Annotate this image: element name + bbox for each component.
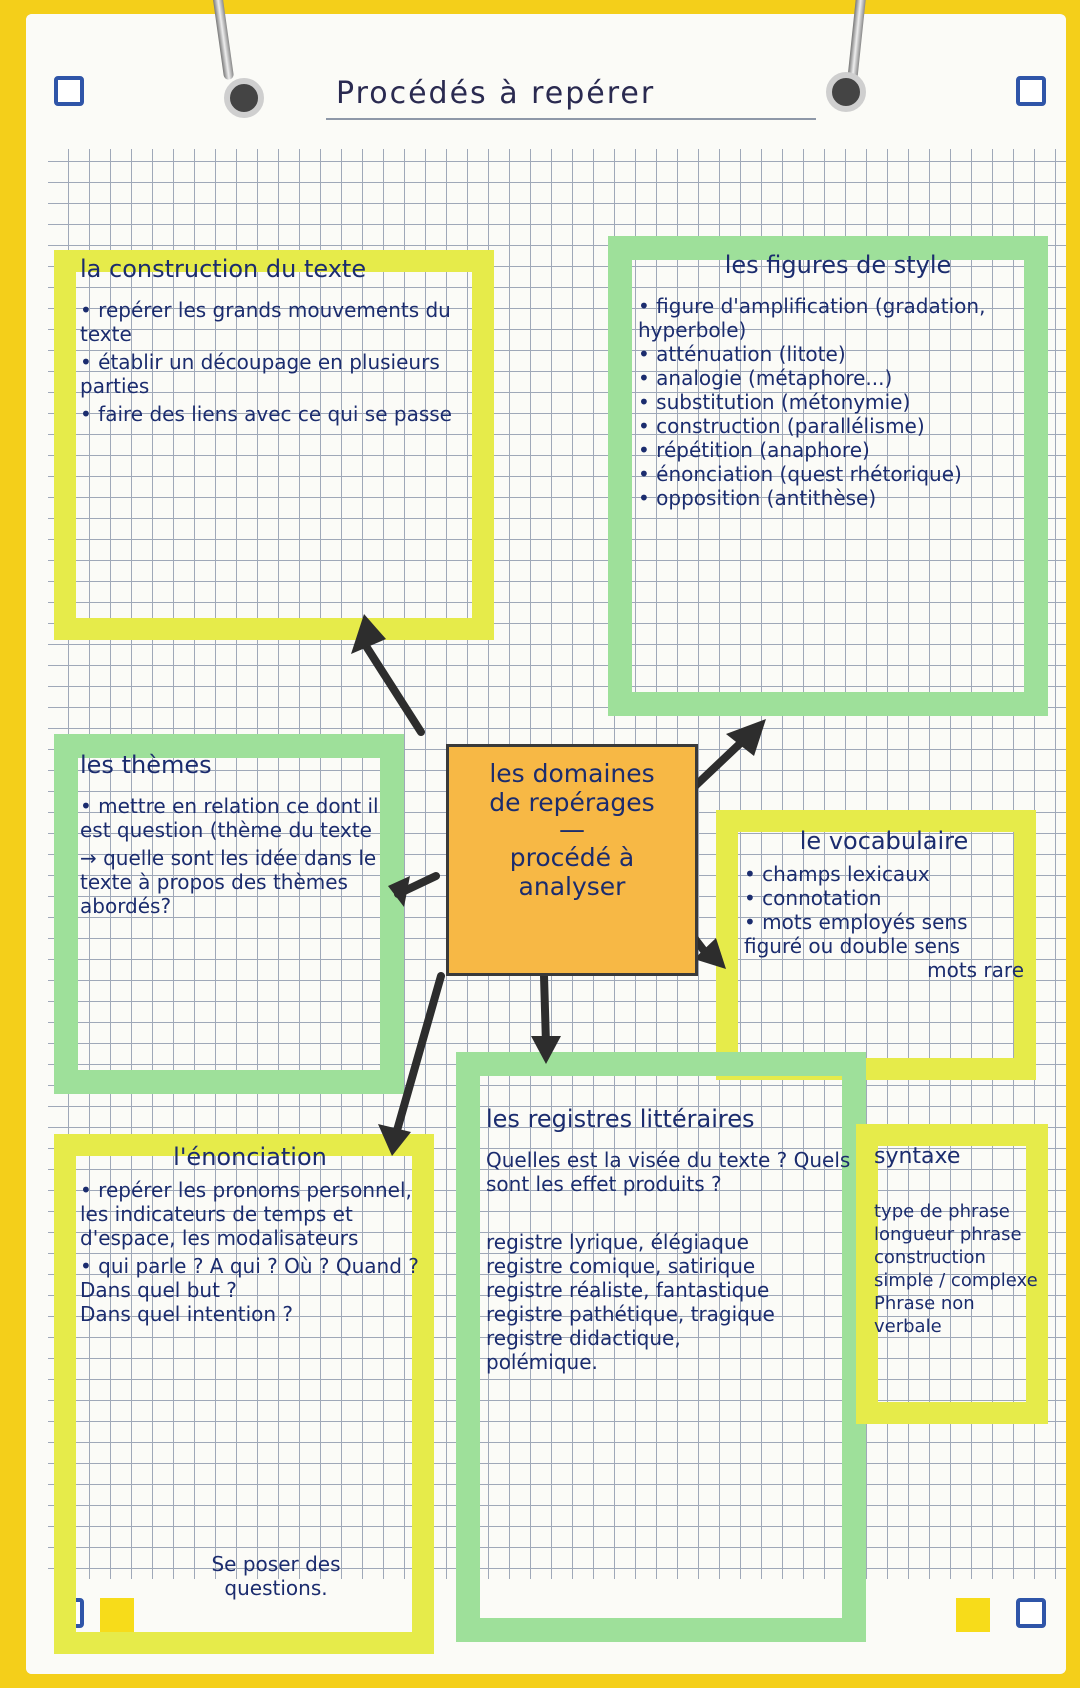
registres-item: registre didactique,	[486, 1326, 681, 1350]
syntaxe-item: Phrase non verbale	[874, 1293, 975, 1337]
enonciation-item: Dans quel but ?	[80, 1278, 237, 1302]
vocabulaire-heading: le vocabulaire	[799, 827, 969, 855]
enonciation-section	[80, 1142, 420, 1326]
enonciation-item: • repérer les pronoms personnel, les indicateurs de temps et d'espace, les modalisateurs	[80, 1178, 412, 1250]
themes-section	[80, 750, 380, 918]
vocabulaire-item: • champs lexicaux	[744, 862, 930, 886]
figures-item: • substitution (métonymie)	[638, 390, 911, 414]
themes-heading: les thèmes	[80, 751, 212, 779]
construction-item: • faire des liens avec ce qui se passe	[80, 402, 452, 426]
figures-item: • opposition (antithèse)	[638, 486, 877, 510]
figures-heading: les figures de style	[724, 251, 952, 279]
registres-heading: les registres littéraires	[486, 1105, 755, 1133]
vocabulaire-item: • mots employés sens figuré ou double sens	[744, 910, 968, 958]
syntaxe-section	[874, 1142, 1044, 1338]
registres-item: registre réaliste, fantastique	[486, 1278, 770, 1302]
figures-item: • atténuation (litote)	[638, 342, 846, 366]
notebook-page	[26, 14, 1066, 1674]
arrow-to-enonciation	[396, 976, 441, 1134]
syntaxe-heading: syntaxe	[874, 1144, 961, 1169]
syntaxe-item: construction simple / complexe	[874, 1247, 1038, 1291]
page-title: Procédés à repérer	[336, 76, 656, 111]
construction-item: • établir un découpage en plusieurs parties	[80, 350, 440, 398]
vocabulaire-section	[744, 826, 1024, 982]
center-line-3: procédé à	[509, 843, 635, 872]
registres-item: registre lyrique, élégiaque	[486, 1230, 749, 1254]
syntaxe-item: type de phrase	[874, 1201, 1010, 1222]
center-line-2: de repérages	[489, 788, 655, 817]
enonciation-heading: l'énonciation	[173, 1143, 327, 1171]
figures-section	[638, 250, 1038, 510]
themes-item: • mettre en relation ce dont il est question (thème du texte	[80, 794, 379, 842]
figures-item: • énonciation (quest rhétorique)	[638, 462, 962, 486]
arrow-to-construction	[366, 646, 421, 732]
syntaxe-item: longueur phrase	[874, 1224, 1022, 1245]
figures-item: • construction (parallélisme)	[638, 414, 925, 438]
registres-item: registre comique, satirique	[486, 1254, 756, 1278]
registres-section	[486, 1104, 856, 1374]
binder-hole-right	[826, 72, 866, 112]
center-dash: —	[559, 815, 585, 845]
enonciation-item: • qui parle ? A qui ? Où ? Quand ?	[80, 1254, 419, 1278]
vocabulaire-item: mots rare	[927, 958, 1024, 982]
registres-question: Quelles est la visée du texte ? Quels sont les effet produits ?	[486, 1148, 851, 1196]
center-topic-box	[446, 744, 698, 976]
registres-item: registre pathétique, tragique	[486, 1302, 775, 1326]
enonciation-item: Dans quel intention ?	[80, 1302, 294, 1326]
binder-hole-left	[224, 78, 264, 118]
center-line-4: analyser	[518, 872, 626, 901]
vocabulaire-item: • connotation	[744, 886, 882, 910]
construction-section	[80, 254, 460, 426]
figures-item: • répétition (anaphore)	[638, 438, 870, 462]
arrow-to-registres	[544, 976, 546, 1044]
enonciation-note: Se poser des questions.	[211, 1552, 341, 1600]
themes-item: → quelle sont les idée dans le texte à propos des thèmes abordés?	[80, 846, 377, 918]
center-line-1: les domaines	[489, 759, 655, 788]
registres-item: polémique.	[486, 1350, 598, 1374]
figures-item: • figure d'amplification (gradation, hyperbole)	[638, 294, 986, 342]
figures-item: • analogie (métaphore...)	[638, 366, 893, 390]
construction-item: • repérer les grands mouvements du texte	[80, 298, 451, 346]
construction-heading: la construction du texte	[80, 255, 367, 283]
